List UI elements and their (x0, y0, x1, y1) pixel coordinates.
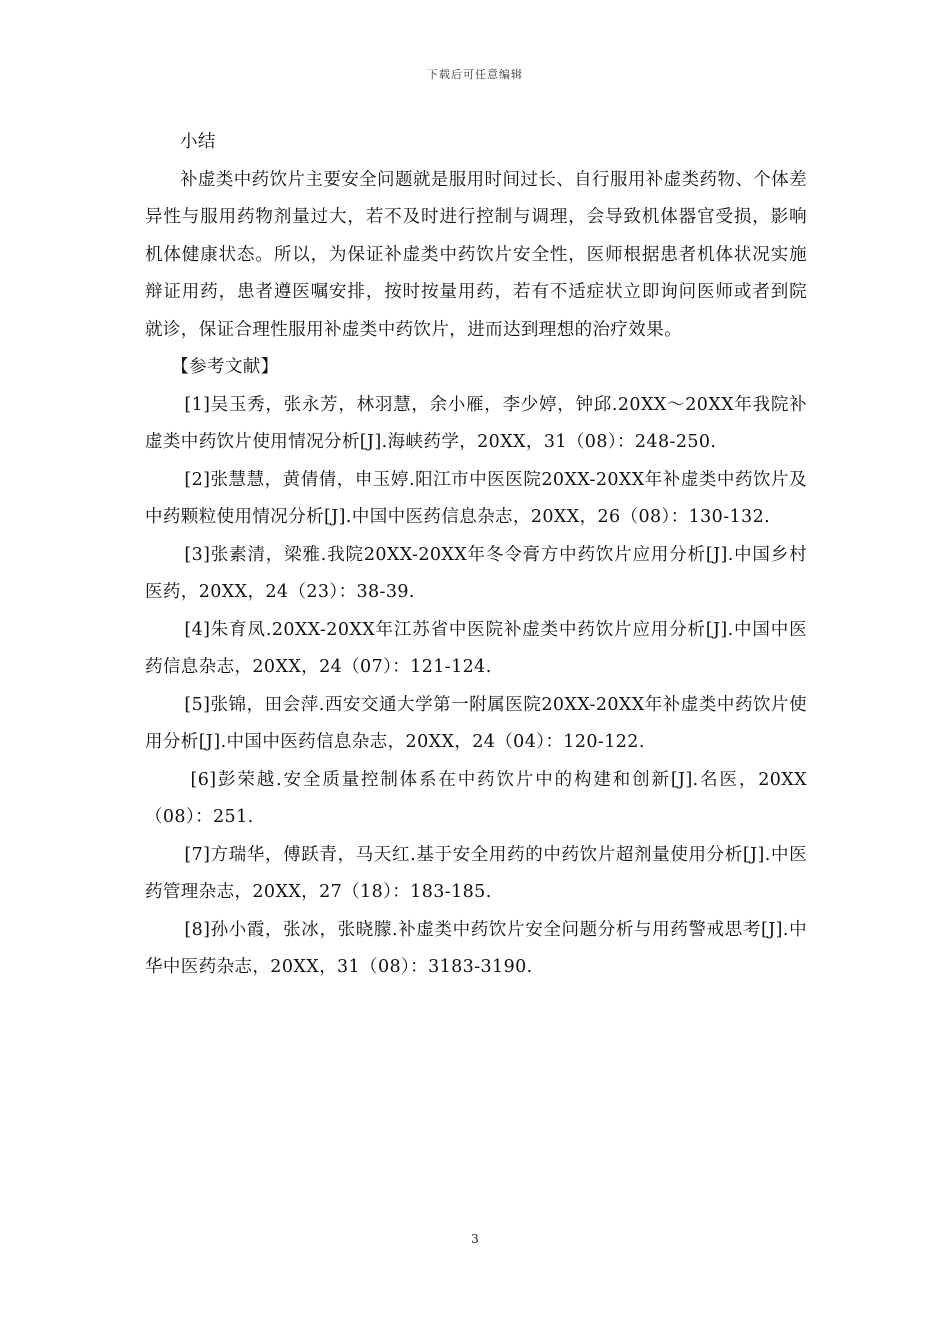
page-header: 下载后可任意编辑 (427, 68, 523, 81)
page-number: 3 (471, 1232, 479, 1246)
summary-paragraph: 补虚类中药饮片主要安全问题就是服用时间过长、自行服用补虚类药物、个体差异性与服用药物剂量过大，若不及时进行控制与调理，会导致机体器官受损，影响机体健康状态。所以，为保证补虚类中药饮片安全性，医师根据患者机体状况实施辩证用药，患者遵医嘱安排，按时按量用药，若有不适症状立即询问医师或者到院就诊，保证合理性服用补虚类中药饮片，进而达到理想的治疗效果。 (145, 169, 807, 340)
reference-item-1: [1]吴玉秀，张永芳，林羽慧，余小雁，李少婷，钟邱.20XX～20XX年我院补虚类中药饮片使用情况分析[J].海峡药学，20XX，31（08）：248-250. (145, 394, 807, 452)
reference-item-8: [8]孙小霞，张冰，张晓朦.补虚类中药饮片安全问题分析与用药警戒思考[J].中华中医药杂志，20XX，31（08）：3183-3190. (145, 919, 807, 977)
reference-item-2: [2]张慧慧，黄倩倩，申玉婷.阳江市中医医院20XX-20XX年补虚类中药饮片及中药颗粒使用情况分析[J].中国中医药信息杂志，20XX，26（08）：130-132. (145, 469, 807, 527)
reference-item-7: [7]方瑞华，傅跃青，马天红.基于安全用药的中药饮片超剂量使用分析[J].中医药管理杂志，20XX，27（18）：183-185. (145, 844, 807, 902)
reference-item-4: [4]朱育凤.20XX-20XX年江苏省中医院补虚类中药饮片应用分析[J].中国中医药信息杂志，20XX，24（07）：121-124. (145, 619, 807, 677)
references-title: 【参考文献】 (171, 357, 279, 377)
summary-heading: 小结 (180, 132, 216, 152)
reference-item-3: [3]张素清，梁雅.我院20XX-20XX年冬令膏方中药饮片应用分析[J].中国乡村医药，20XX，24（23）：38-39. (145, 544, 807, 602)
document-body (145, 124, 807, 987)
reference-item-6: [6]彭荣越.安全质量控制体系在中药饮片中的构建和创新[J].名医，20XX（08）：251. (145, 769, 807, 827)
reference-item-5: [5]张锦，田会萍.西安交通大学第一附属医院20XX-20XX年补虚类中药饮片使用分析[J].中国中医药信息杂志，20XX，24（04）：120-122. (145, 694, 807, 752)
